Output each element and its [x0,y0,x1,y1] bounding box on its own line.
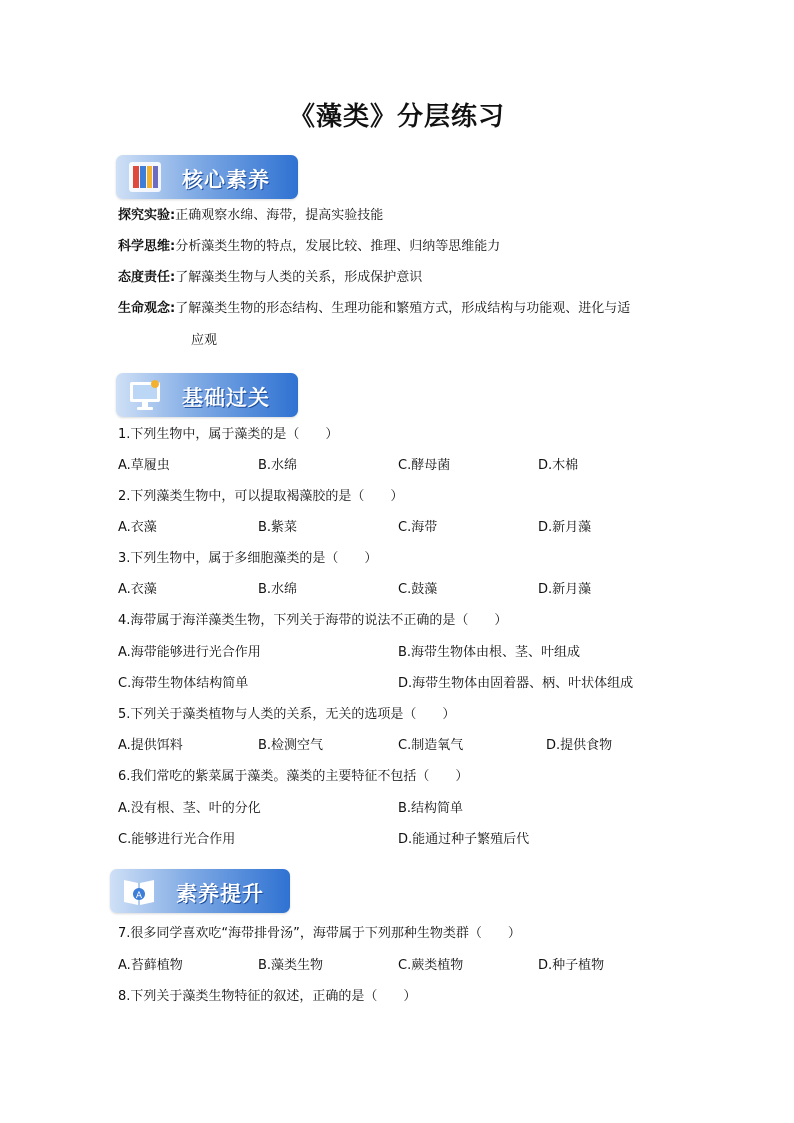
question-5-option-d: D.提供食物 [546,738,613,753]
question-3-option-b: B.水绵 [258,582,298,597]
section-banner-core [116,155,298,199]
question-5-option-b: B.检测空气 [258,738,324,753]
literacy-line-4 [118,300,630,318]
svg-text:A: A [135,891,143,901]
literacy-text: 了解藻类生物与人类的关系，形成保护意识 [175,270,423,285]
question-5-option-a: A.提供饵料 [118,738,183,753]
literacy-label: 生命观念: [118,301,176,316]
question-1-option-b: B.水绵 [258,458,298,473]
question-3-option-d: D.新月藻 [538,582,592,597]
question-2-stem: 2.下列藻类生物中，可以提取褐藻胶的是（ ） [118,489,404,504]
literacy-label: 态度责任: [118,270,176,285]
question-8-stem: 8.下列关于藻类生物特征的叙述，正确的是（ ） [118,989,417,1004]
question-4-option-c: C.海带生物体结构简单 [118,676,249,691]
computer-icon [128,378,162,412]
question-1-stem: 1.下列生物中，属于藻类的是（ ） [118,427,339,442]
section-title-advance: 素养提升 [176,882,264,906]
question-4-option-d: D.海带生物体由固着器、柄、叶状体组成 [398,676,634,691]
question-6-option-a: A.没有根、茎、叶的分化 [118,801,261,816]
question-2-option-c: C.海带 [398,520,438,535]
question-2-option-a: A.衣藻 [118,520,157,535]
literacy-line-1 [118,207,383,225]
literacy-text: 了解藻类生物的形态结构、生理功能和繁殖方式，形成结构与功能观、进化与适 [175,301,631,316]
question-1-option-d: D.木棉 [538,458,579,473]
question-6-option-d: D.能通过种子繁殖后代 [398,832,530,847]
question-5-option-c: C.制造氧气 [398,738,464,753]
question-2-option-b: B.紫菜 [258,520,298,535]
question-7-option-d: D.种子植物 [538,958,605,973]
section-banner-basic [116,373,298,417]
literacy-line-4-cont: 应观 [191,333,218,348]
question-6-option-c: C.能够进行光合作用 [118,832,236,847]
question-4-option-a: A.海带能够进行光合作用 [118,645,261,660]
question-6-stem: 6.我们常吃的紫菜属于藻类。藻类的主要特征不包括（ ） [118,769,469,784]
question-1-option-c: C.酵母菌 [398,458,451,473]
question-3-option-c: C.鼓藻 [398,582,438,597]
question-7-stem: 7.很多同学喜欢吃“海带排骨汤”，海带属于下列那种生物类群（ ） [118,926,521,941]
question-3-option-a: A.衣藻 [118,582,157,597]
question-7-option-a: A.苔藓植物 [118,958,183,973]
question-2-option-d: D.新月藻 [538,520,592,535]
question-7-option-c: C.蕨类植物 [398,958,464,973]
section-title-basic: 基础过关 [182,386,270,410]
question-6-option-b: B.结构简单 [398,801,464,816]
question-1-option-a: A.草履虫 [118,458,170,473]
question-7-option-b: B.藻类生物 [258,958,324,973]
book-reading-icon [122,874,156,908]
literacy-label: 科学思维: [118,239,176,254]
question-4-option-b: B.海带生物体由根、茎、叶组成 [398,645,581,660]
literacy-label: 探究实验: [118,208,176,223]
books-icon [128,160,162,194]
page-title: 《藻类》分层练习 [288,102,505,132]
literacy-text: 分析藻类生物的特点，发展比较、推理、归纳等思维能力 [175,239,501,254]
section-banner-advance [110,869,290,913]
literacy-text: 正确观察水绵、海带，提高实验技能 [175,208,384,223]
literacy-line-3 [118,269,422,287]
section-title-core: 核心素养 [182,168,270,192]
question-4-stem: 4.海带属于海洋藻类生物，下列关于海带的说法不正确的是（ ） [118,613,508,628]
question-3-stem: 3.下列生物中，属于多细胞藻类的是（ ） [118,551,378,566]
question-5-stem: 5.下列关于藻类植物与人类的关系，无关的选项是（ ） [118,707,456,722]
literacy-line-2 [118,238,500,256]
